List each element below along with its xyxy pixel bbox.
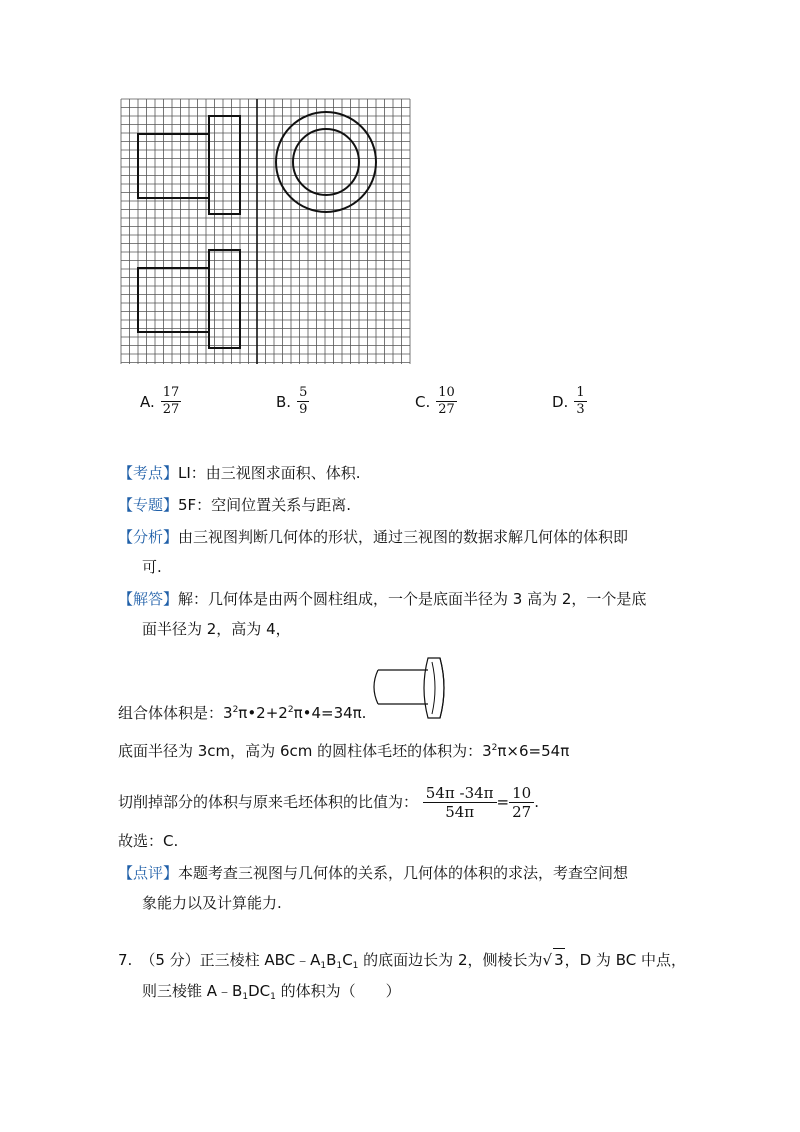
combo-volume-line: 组合体体积是：$3^2\pi•2+2^2\pi•4=34\pi$. [118, 704, 367, 722]
zhuanti-tag: 【专题】 [118, 496, 179, 514]
ratio-fraction: $\frac{54\pi -34\pi}{54\pi}$ [423, 784, 497, 821]
zhuanti-line: 【专题】5F：空间位置关系与距离. [118, 496, 351, 514]
ratio-result-fraction: $\frac{10}{27}$ [509, 784, 534, 821]
question-number: 7. [118, 951, 133, 969]
combined-cylinder-sketch [366, 656, 456, 720]
dianping-tag: 【点评】 [118, 864, 179, 882]
jieda-tag: 【解答】 [118, 590, 179, 608]
question-7-line-2: 则三棱锥 $A﹣B_1DC_1$ 的体积为（ ） [142, 982, 401, 1002]
jieda-line-2: 面半径为 2，高为 4， [142, 620, 291, 638]
option-d: D. $\frac{1}{3}$ [552, 385, 585, 417]
front-view-cylinder-small [209, 116, 240, 214]
answer-line: 故选：C. [118, 832, 179, 850]
dianping-line: 【点评】本题考查三视图与几何体的关系，几何体的体积的求法，考查空间想 [118, 864, 629, 882]
option-c: C. $\frac{10}{27}$ [415, 385, 455, 417]
option-a-fraction: $\frac{17}{27}$ [162, 385, 180, 417]
fenxi-tag: 【分析】 [118, 528, 179, 546]
side-view-inner-circle [293, 129, 359, 195]
fenxi-line: 【分析】由三视图判断几何体的形状，通过三视图的数据求解几何体的体积即 [118, 528, 629, 546]
ratio-line: 切削掉部分的体积与原来毛坯体积的比值为： $\frac{54\pi -34\pi}{54\pi}$ = $\frac{10}{27}$ . [118, 784, 539, 821]
blank-volume-line: 底面半径为 3cm，高为 6cm 的圆柱体毛坯的体积为：$3^2\pi\times 6=54\pi$ [118, 742, 570, 760]
option-d-fraction: $\frac{1}{3}$ [576, 385, 585, 417]
option-b-fraction: $\frac{5}{9}$ [299, 385, 308, 417]
dianping-line-2: 象能力以及计算能力. [142, 894, 282, 912]
top-view-cylinder-small [209, 250, 240, 348]
fenxi-line-2: 可. [142, 558, 162, 576]
front-view-cylinder-large [138, 134, 209, 198]
option-c-fraction: $\frac{10}{27}$ [438, 385, 455, 417]
kaodian-tag: 【考点】 [118, 464, 179, 482]
option-b: B. $\frac{5}{9}$ [276, 385, 308, 417]
kaodian-line: 【考点】LI：由三视图求面积、体积. [118, 464, 361, 482]
sqrt-three: 3 [553, 948, 565, 971]
option-a: A. $\frac{17}{27}$ [140, 385, 180, 417]
question-7-line-1: 7. （5 分）正三棱柱 $ABC﹣A_1B_1C_1$ 的底面边长为 2，侧棱长为√ 3，D 为 BC 中点， [118, 948, 686, 971]
jieda-line: 【解答】解：几何体是由两个圆柱组成，一个是底面半径为 3 高为 2，一个是底 [118, 590, 647, 608]
three-view-figure [120, 98, 412, 366]
